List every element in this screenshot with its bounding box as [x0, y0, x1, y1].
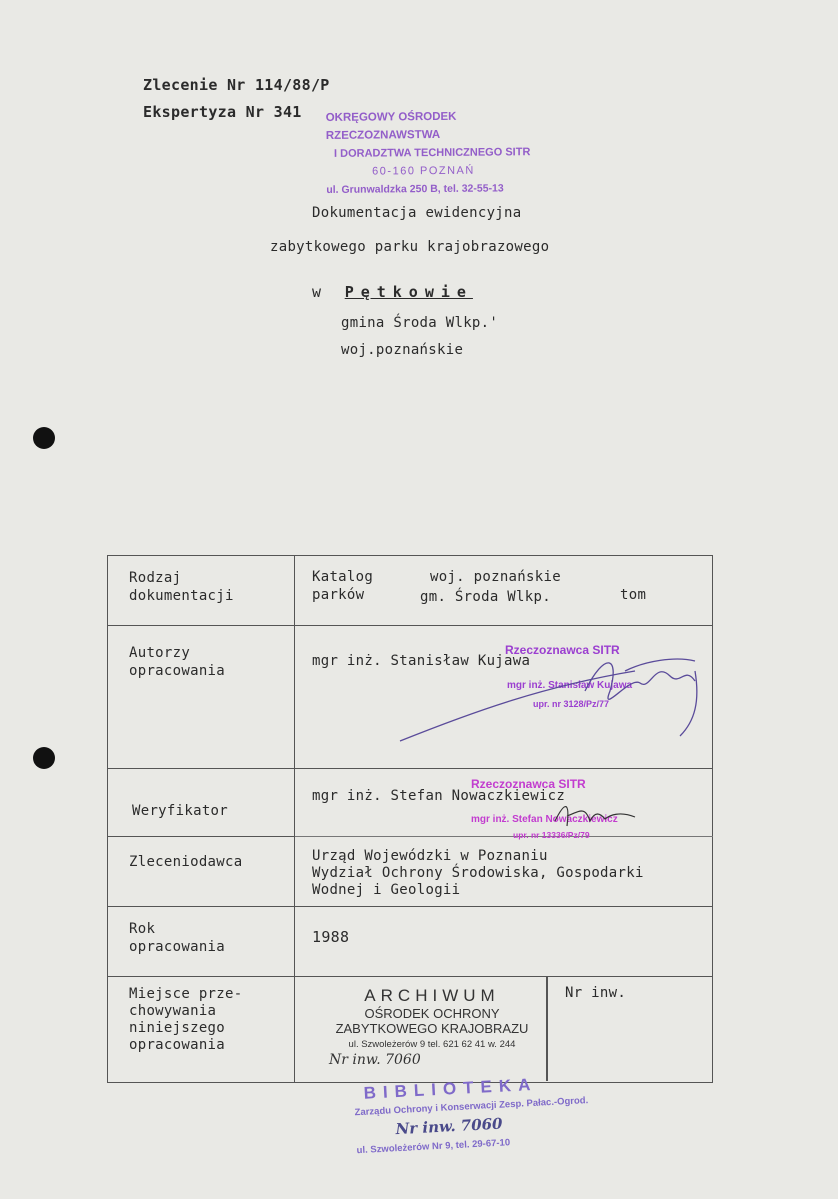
punch-hole-bottom: [33, 747, 55, 769]
title-line1: Dokumentacja ewidencyjna: [312, 205, 522, 221]
title-location: [312, 283, 473, 301]
archive-stamp: [317, 986, 547, 1068]
library-line4: ul. Szwoleżerów Nr 9, tel. 29-67-10: [356, 1137, 511, 1157]
row-verifier: [108, 769, 713, 837]
verifier-stamp-line3: upr. nr 13336/Pz/79: [513, 830, 590, 840]
title-woj: woj.poznańskie: [341, 342, 464, 358]
library-title: BIBLIOTEKA: [363, 1074, 538, 1103]
cell-value-authors: [295, 626, 713, 769]
label-rodzaj: Rodzaj: [129, 570, 182, 586]
row-authors: [108, 626, 713, 769]
author-stamp-line1: Rzeczoznawca SITR: [505, 643, 620, 657]
value-author: mgr inż. Stanisław Kujawa: [312, 653, 531, 669]
cell-label-type: [108, 556, 295, 626]
label-zleceniodawca: Zleceniodawca: [129, 854, 243, 870]
archive-line2: OŚRODEK OCHRONY: [364, 1006, 500, 1021]
archive-line3: ZABYTKOWEGO KRAJOBRAZU: [335, 1021, 529, 1036]
library-inv: Nr inw. 7060: [395, 1114, 503, 1139]
label-autorzy: Autorzy: [129, 645, 191, 661]
row-client: [108, 837, 713, 907]
label-opracowania: opracowania: [129, 663, 226, 679]
cell-label-verifier: [108, 769, 295, 837]
value-verifier: mgr inż. Stefan Nowaczkiewicz: [312, 788, 566, 804]
library-line2: Zarządu Ochrony i Konserwacji Zesp. Pałac.-Ogrod.: [354, 1095, 589, 1119]
cell-label-year: [108, 907, 295, 977]
order-number: Zlecenie Nr 114/88/P: [143, 76, 330, 94]
verifier-stamp-line2: mgr inż. Stefan Nowaczkiewicz: [471, 814, 618, 825]
row-year: [108, 907, 713, 977]
label-weryfikator: Weryfikator: [132, 803, 229, 819]
cell-value-verifier: [295, 769, 713, 840]
cell-label-storage: [108, 977, 295, 1083]
archive-title: ARCHIWUM: [364, 986, 500, 1005]
archive-inv: Nr inw. 7060: [329, 1052, 421, 1068]
sitr-stamp-line4: ul. Grunwaldzka 250 B, tel. 32-55-13: [326, 182, 504, 196]
cell-value-storage: [295, 977, 713, 1083]
author-stamp-line2: mgr inż. Stanisław Kujawa: [507, 680, 633, 691]
value-parkow: parków: [312, 587, 365, 603]
document-table: [107, 555, 713, 1083]
row-storage: [108, 977, 713, 1083]
sitr-stamp-line2: I DORADZTWA TECHNICZNEGO SITR: [333, 146, 531, 160]
cell-value-type: [295, 556, 713, 626]
row-type: [108, 556, 713, 626]
value-tom: tom: [620, 587, 647, 603]
client-line3: Wodnej i Geologii: [312, 882, 461, 898]
value-gm: gm. Środa Wlkp.: [420, 589, 551, 605]
sitr-stamp-line1: OKRĘGOWY OŚRODEK RZECZOZNAWSTWA: [325, 110, 457, 142]
value-katalog: Katalog: [312, 569, 374, 585]
verifier-signature: [545, 791, 665, 841]
author-signature: [395, 631, 715, 751]
sitr-stamp: [326, 107, 547, 199]
title-line2: zabytkowego parku krajobrazowego: [270, 239, 550, 255]
verifier-stamp-line1: Rzeczoznawca SITR: [471, 777, 586, 791]
nr-inw-label: Nr inw.: [565, 985, 627, 1001]
client-line1: Urząd Wojewódzki w Poznaniu: [312, 848, 548, 864]
expertise-number: Ekspertyza Nr 341: [143, 103, 302, 121]
cell-label-client: [108, 837, 295, 907]
cell-value-year: [295, 907, 713, 977]
title-gmina: gmina Środa Wlkp.': [341, 315, 499, 331]
label-storage-4: opracowania: [129, 1037, 226, 1053]
label-rok: Rok: [129, 921, 156, 937]
value-year: 1988: [312, 928, 350, 946]
title-prefix: w: [312, 283, 322, 301]
cell-value-client: [295, 837, 713, 907]
label-opracowania-year: opracowania: [129, 939, 226, 955]
title-place: Pętkowie: [344, 283, 473, 301]
label-storage-3: niniejszego: [129, 1020, 226, 1036]
label-dokumentacji: dokumentacji: [129, 588, 234, 604]
client-line2: Wydział Ochrony Środowiska, Gospodarki: [312, 865, 644, 881]
cell-label-authors: [108, 626, 295, 769]
archive-line4: ul. Szwoleżerów 9 tel. 621 62 41 w. 244: [348, 1039, 516, 1050]
author-stamp-line3: upr. nr 3128/Pz/77: [533, 699, 610, 709]
sitr-stamp-line3: 60-160 POZNAŃ: [372, 164, 475, 178]
punch-hole-top: [33, 427, 55, 449]
library-stamp: [353, 1072, 597, 1160]
label-storage-2: chowywania: [129, 1003, 217, 1019]
value-woj: woj. poznańskie: [430, 569, 561, 585]
label-storage-1: Miejsce prze-: [129, 986, 243, 1002]
